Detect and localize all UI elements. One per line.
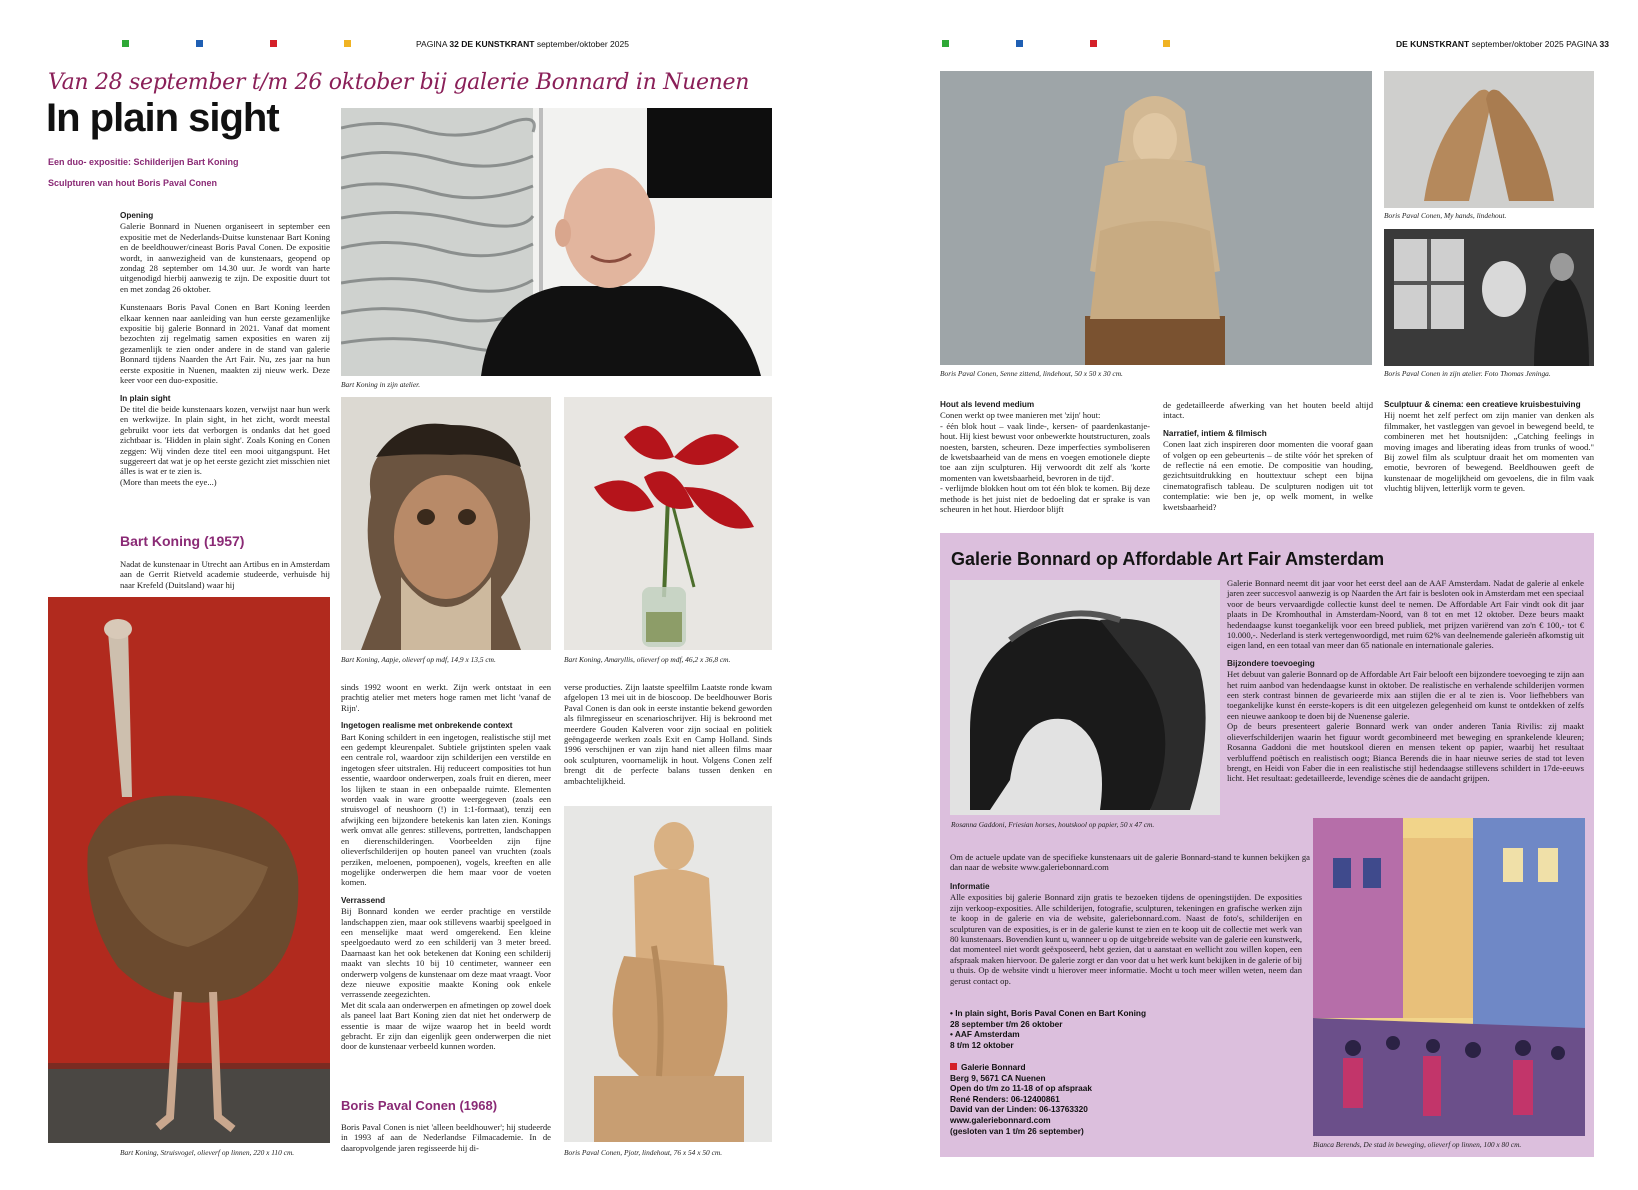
section-heading-boris: Boris Paval Conen (1968) xyxy=(341,1098,498,1113)
color-square-red xyxy=(270,40,277,47)
color-square-yellow-r xyxy=(1163,40,1170,47)
ingetogen-heading: Ingetogen realisme met onbrekende context xyxy=(341,721,513,731)
left-page-header xyxy=(416,39,629,49)
bijzondere-text: Het debuut van galerie Bonnard op de Affordable Art Fair belooft een bijzondere toevoeging te zijn aan het ruim aanbod van hedendaagse kunst in oktober. De realistische en verhalende schilderijen vormen een sterk contrast binnen de gevarieerde mix aan stijlen die er al te zien is. Voor liefhebbers van toegankelijke kunst én eerste-kopers is dit een uitgelezen gelegenheid om kunst te ontdekken of zelfs een nieuwe aankoop te doen bij de Nuenense galerie. xyxy=(1227,669,1584,721)
painting-street-scene xyxy=(1313,818,1585,1136)
narratief-column xyxy=(1163,400,1373,520)
color-square-red-r xyxy=(1090,40,1097,47)
subtitle-2: Sculpturen van hout Boris Paval Conen xyxy=(48,178,218,188)
caption-portrait: Bart Koning in zijn atelier. xyxy=(341,380,421,389)
sculptuur-column xyxy=(1384,400,1594,502)
caption-my-hands: Boris Paval Conen, My hands, lindehout. xyxy=(1384,211,1507,220)
in-plain-sight-heading: In plain sight xyxy=(120,393,171,403)
koning-column xyxy=(341,682,551,1060)
opening-text: Galerie Bonnard in Nuenen organiseert in september een expositie met de Nederlands-Duitse kunstenaar Bart Koning en de beeldhouwer/cineast Boris Paval Conen. De expositie wordt, in aanwezigheid van de kunstenaars, geopend op zondag 28 september om 14.30 uur. Je wordt van harte uitgenodigd hierbij aanwezig te zijn. De expositie duurt tot en met zondag 26 oktober. xyxy=(120,221,330,294)
aaf-box-title: Galerie Bonnard op Affordable Art Fair Amsterdam xyxy=(951,549,1385,569)
sculpture-my-hands xyxy=(1384,71,1594,208)
caption-ostrich: Bart Koning, Struisvogel, olieverf op linnen, 220 x 110 cm. xyxy=(120,1148,295,1157)
address-line: Open do t/m zo 11-18 of op afspraak xyxy=(950,1083,1092,1094)
drawing-friesian-horses xyxy=(950,580,1220,815)
aaf-paragraph-3: Op de beurs presenteert galerie Bonnard werk van onder anderen Tania Rivilis: zij maakt olieverfschilderijen waarin het figuur wordt gecombineerd met beweging en sprankelende kleuren; Rosanna Gaddoni die met houtskool dieren en mensen tekent op papier, waarbij het resultaat verbluffend poëtisch en realistisch oogt; Bianca Berends die in haar nieuwe series de stad tot leven brengt, en Heidi von Faber die in een realistische stijl hedendaagse stillevens schildert in 17de-eeuws licht. Het resultaat: gedetailleerde, levendige scènes die de aandacht grijpen. xyxy=(1227,721,1584,784)
color-square-blue-r xyxy=(1016,40,1023,47)
color-square-yellow xyxy=(344,40,351,47)
sculpture-pjotr xyxy=(564,806,772,1142)
newspaper-name: DE KUNSTKRANT xyxy=(461,39,535,49)
photo-bart-koning-portrait xyxy=(341,108,772,376)
info-text: Alle exposities bij galerie Bonnard zijn gratis te bezoeken tijdens de openingstijden. De exposities zijn verkoop-exposities. Alle schilderijen, fotografie, sculpturen, tekeningen en grafische werken zijn te koop in de galerie en via de website, galeriebonnard.com. Naast de foto's, schilderijen en sculpturen van de exposities, is er in de galerie kunst te zien en te koop uit de collectie met werk van 80 kunstenaars. Bovendien kunt u, wanneer u op de uitgebreide website van de galerie een kunstwerk, dat momenteel niet wordt geëxposeerd, hebt gezien, dat u aanstaat en wellicht zou willen kopen, een afspraak maken hiervoor. De galerie zorgt er dan voor dat u het werk kunt bekijken in de galerie of bij u thuis. Op de website vindt u hierover meer informatie. Mocht u toch meer willen weten, neem dan gerust contact op. xyxy=(950,892,1302,986)
ingetogen-text: Bart Koning schildert in een ingetogen, realistische stijl met een gedempt kleurenpalet. Subtiele grijstinten spelen vaak een centrale rol, waardoor zijn schilderijen een verstilde en ingetogen sfeer uitstralen. Hij reduceert composities tot hun essentie, waardoor onderwerpen, zoals fruit en dieren, meer los lijken te staan in een onbepaalde ruimte. Elementen worden vaak in ware grootte weergegeven (zoals een struisvogel of neushoorn (!) in 1:1-formaat), tenzij een afwijking een bijzondere betekenis kan laten zien. Konings werk omvat alle genres: stillevens, portretten, landschappen en dierenschilderingen. Voorbeelden zijn fijne olieverfschilderijen op houten paneel van vruchten (zoals perziken, meloenen, pompoenen), vogels, kreeften en alle mogelijke onderwerpen die hem maar voor de voeten komen. xyxy=(341,731,551,888)
sculptuur-text: Hij noemt het zelf perfect om zijn manier van denken als filmmaker, het vastleggen van gevoel in bewegend beeld, te combineren met het houtsnijden: „Catching feelings in moving images and liberating ideas from trunks of wood." Bij zowel film als sculptuur draait het om momenten van emotie, bevroren of bewegend. Beeldhouwen geeft de kunstenaar de mogelijkheid om gevoelens, die in film vaak vluchtig blijven, letterlijk vorm te geven. xyxy=(1384,410,1594,494)
color-square-green xyxy=(122,40,129,47)
aaf-website-text: Om de actuele update van de specifieke kunstenaars uit de galerie Bonnard-stand te kunnen bekijken ga dan naar de website www.galeriebonnard.com xyxy=(950,852,1310,873)
intro-column xyxy=(120,211,330,495)
event-list-item: • In plain sight, Boris Paval Conen en Bart Koning xyxy=(950,1008,1147,1018)
in-plain-sight-text: De titel die beide kunstenaars kozen, verwijst naar hun werk en werkwijze. In plain sight, in het zicht, wordt meestal gebruikt voor iets dat verborgen is ondanks dat het goed zichtbaar is. 'Hidden in plain sight'. Zoals Koning en Conen zeggen: Wij vinden deze titel een mooi uitgangspunt. Het suggereert dat wat je op het eerste gezicht ziet misschien niet álles is wat er te zien is. xyxy=(120,403,330,477)
page-label-r: PAGINA xyxy=(1566,39,1598,49)
verrassend-text-2: Met dit scala aan onderwerpen en afmetingen op zowel doek als paneel laat Bart Koning zien dat niet het onderwerp de essentie is maar de wijze waarop het in beeld wordt gebracht. Er zijn dan eigenlijk geen onderwerpen die niet door de kunstenaar verbeeld kunnen worden. xyxy=(341,999,551,1052)
caption-pjotr: Boris Paval Conen, Pjotr, lindehout, 76 x 54 x 50 cm. xyxy=(564,1148,723,1157)
boris-intro: Boris Paval Conen is niet 'alleen beeldhouwer'; hij studeerde in 1993 af aan de Nederlandse Filmacademie. In de daaropvolgende jaren regisseerde hij di- xyxy=(341,1122,551,1153)
caption-atelier: Boris Paval Conen in zijn atelier. Foto Thomas Jeninga. xyxy=(1384,369,1551,378)
event-list-item: 28 september t/m 26 oktober xyxy=(950,1018,1063,1029)
hout-column xyxy=(940,400,1150,522)
website-link[interactable]: www.galeriebonnard.com xyxy=(950,1114,1051,1125)
aaf-paragraph-1: Galerie Bonnard neemt dit jaar voor het eerst deel aan de AAF Amsterdam. Nadat de galerie al enkele jaren zeer succesvol aanwezig is op Naarden the Art fair is besloten ook in Amsterdam met een speciaal voor de beurs vervaardigde collectie kunst deel te nemen. De Affordable Art Fair vindt ook dit jaar plaats in De Kromhouthal in Amsterdam-Noord, van 8 tot en met 12 oktober. Deze beurs maakt hedendaagse kunst toegankelijk voor een breed publiek, met prijzen variërend van zo'n € 100,- tot € 10.000,-. Nederland is sterk vertegenwoordigd, met ruim 62% van deelnemende galerieën afkomstig uit eigen land, en een totaal van meer dan 65 nationale en internationale galeries. xyxy=(1227,578,1585,651)
page-number-r: 33 xyxy=(1599,39,1609,49)
painting-ostrich xyxy=(48,597,330,1143)
newspaper-name-r: DE KUNSTKRANT xyxy=(1396,39,1470,49)
address-line: (gesloten van 1 t/m 26 september) xyxy=(950,1125,1084,1136)
caption-monkey: Bart Koning, Aapje, olieverf op mdf, 14,9 x 13,5 cm. xyxy=(341,655,496,664)
sculptuur-heading: Sculptuur & cinema: een creatieve kruisbestuiving xyxy=(1384,400,1581,409)
bijzondere-heading: Bijzondere toevoeging xyxy=(1227,658,1315,668)
verrassend-text: Bij Bonnard konden we eerder prachtige en verstilde landschappen zien, maar ook stillevens waarbij speelgoed in een menselijke maat werd omgerekend. Een kleine speelgoedauto werd zo een schilderij van 3 meter breed. Daarnaast kan het ook betekenen dat Koning een schilderij maakt van slechts 10 bij 10 centimeter, wanneer een onderwerp volgens de kunstenaar om deze maat vraagt. Voor deze nieuwe expositie maakte Koning ook enkele verrassende zeegezichten. xyxy=(341,906,551,1000)
kicker: Van 28 september t/m 26 oktober bij galerie Bonnard in Nuenen xyxy=(48,70,750,95)
bart-koning-intro: Nadat de kunstenaar in Utrecht aan Artibus en in Amsterdam aan de Gerrit Rietveld academie studeerde, verhuisde hij naar Krefeld (Duitsland) waar hij xyxy=(120,559,330,590)
subtitle-1: Een duo- expositie: Schilderijen Bart Koning xyxy=(48,157,239,167)
intro-paragraph: Kunstenaars Boris Paval Conen en Bart Koning leerden elkaar kennen naar aanleiding van hun eerste gezamenlijke expositie bij galerie Bonnard in 2021. Vanaf dat moment bezochten zij regelmatig samen exposities en waren zij gezamenlijk te zien onder andere in de stand van galerie Bonnard tijdens Naarden the Art Fair. Nu, zes jaar na hun eerste expositie in Nuenen, maakten zij nieuw werk. Deze keer voor een duo-expositie. xyxy=(120,302,330,386)
page-label: PAGINA xyxy=(416,39,448,49)
info-heading: Informatie xyxy=(950,882,990,891)
hout-heading: Hout als levend medium xyxy=(940,400,1035,409)
event-list xyxy=(950,1008,1146,1050)
info-block xyxy=(950,882,1302,994)
address-line: David van der Linden: 06-13763320 xyxy=(950,1104,1088,1115)
page-title: In plain sight xyxy=(46,96,279,140)
event-list-item: 8 t/m 12 oktober xyxy=(950,1039,1014,1050)
hout-text: Conen werkt op twee manieren met 'zijn' hout: - één blok hout – vaak linde-, kersen- of paardenkastanje-hout. Hij kiest bewust voor onbewerkte houtstructuren, zoals noesten, barsten, scheuren. Deze imperfecties symboliseren de kwetsbaarheid van de mens en voegen emotionele diepte toe aan zijn sculpturen. Hij verwoordt dit zelf als 'korte momenten van kwetsbaarheid, bevroren in de tijd'. - verlijmde blokken hout om tot één blok te komen. Bij deze methode is het juist niet de bedoeling dat er sprake is van scheuren in het hout. Hierdoor blijft xyxy=(940,410,1150,515)
aaf-text-top xyxy=(1227,578,1584,784)
address-block xyxy=(950,1062,1092,1136)
issue-date-r: september/oktober 2025 xyxy=(1471,39,1564,49)
in-plain-sight-tagline: (More than meets the eye...) xyxy=(120,476,217,487)
right-page-header xyxy=(1396,39,1609,49)
opening-heading: Opening xyxy=(120,211,154,220)
caption-amaryllis: Bart Koning, Amaryllis, olieverf op mdf, 46,2 x 36,8 cm. xyxy=(564,655,731,664)
sculpture-senne xyxy=(940,71,1372,365)
red-square-icon xyxy=(950,1063,957,1070)
narratief-heading: Narratief, intiem & filmisch xyxy=(1163,428,1267,438)
caption-street: Bianca Berends, De stad in beweging, olieverf op linnen, 100 x 80 cm. xyxy=(1313,1140,1522,1149)
caption-horses: Rosanna Gaddoni, Friesian horses, houtskool op papier, 50 x 47 cm. xyxy=(951,820,1155,829)
gallery-name: Galerie Bonnard xyxy=(961,1062,1026,1072)
address-line: Berg 9, 5671 CA Nuenen xyxy=(950,1072,1046,1083)
color-square-green-r xyxy=(942,40,949,47)
painting-monkey xyxy=(341,397,551,650)
issue-date: september/oktober 2025 xyxy=(536,39,629,49)
event-list-item: • AAF Amsterdam xyxy=(950,1029,1020,1040)
address-line: René Renders: 06-12400861 xyxy=(950,1093,1060,1104)
caption-senne: Boris Paval Conen, Senne zittend, lindehout, 50 x 50 x 30 cm. xyxy=(940,369,1123,378)
photo-conen-atelier xyxy=(1384,229,1594,366)
hout-text-2: de gedetailleerde afwerking van het houten beeld altijd intact. xyxy=(1163,400,1373,421)
boris-column: verse producties. Zijn laatste speelfilm Laatste ronde kwam afgelopen 13 mei uit in de bioscoop. De beeldhouwer Boris Paval Conen is dan ook in eerste instantie bekend geworden als filmregisseur en scenarioschrijver. Hij is bekroond met meerdere Gouden Kalveren voor zijn sociaal en politiek geëngageerde werken zoals Exit en Camp Holland. Sinds 1996 verschijnen er van zijn hand niet alleen films maar ook sculpturen, voornamelijk in hout. Volgens Conen zelf brengt dit de perfecte balans tussen denken en ambachtelijkheid. xyxy=(564,682,772,786)
narratief-text: Conen laat zich inspireren door momenten die vooraf gaan of volgen op een gebeurtenis – de stilte vóór het spreken of de reflectie ná een emotie. De compositie van houding, gezichtsuitdrukking en houttextuur schept een bijna cinematografisch tableau. De sculpturen nodigen uit tot contemplatie: wie ben je, op welk moment, in welke kwetsbaarheid? xyxy=(1163,439,1373,512)
page-number: 32 xyxy=(449,39,459,49)
painting-amaryllis xyxy=(564,397,772,650)
section-heading-bart-koning: Bart Koning (1957) xyxy=(120,533,245,549)
color-square-blue xyxy=(196,40,203,47)
koning-text-1: sinds 1992 woont en werkt. Zijn werk ontstaat in een prachtig atelier met meters hoge ramen met licht 'vanaf de Rijn'. xyxy=(341,682,551,713)
verrassend-heading: Verrassend xyxy=(341,895,386,905)
